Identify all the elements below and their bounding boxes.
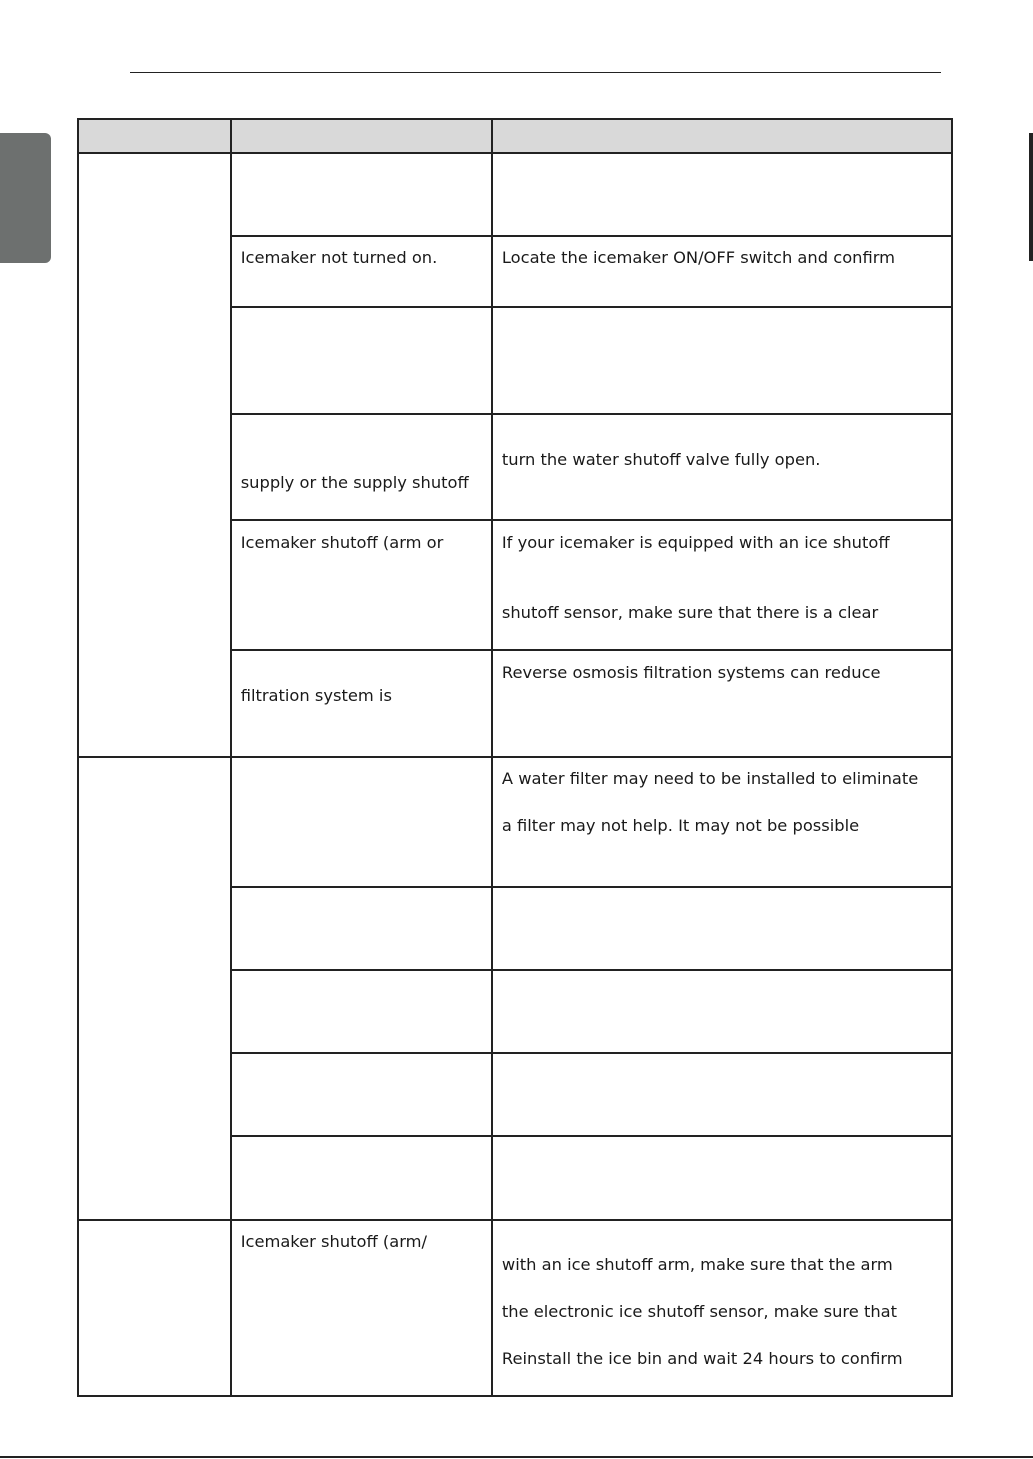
cause-cell <box>231 970 492 1053</box>
cause-cell <box>231 757 492 887</box>
table-header-row <box>78 119 952 153</box>
cause-text: Icemaker not turned on. <box>240 248 438 267</box>
table-row <box>78 757 952 887</box>
solution-text: the electronic ice shutoff sensor, make sure that <box>501 1302 898 1321</box>
header-cell-problem <box>78 119 231 153</box>
cause-cell <box>231 1220 492 1396</box>
solution-cell <box>492 970 952 1053</box>
solution-cell <box>492 757 952 887</box>
solution-cell <box>492 307 952 414</box>
cause-text: filtration system is <box>240 686 392 705</box>
solution-cell <box>492 1220 952 1396</box>
cause-cell <box>231 153 492 236</box>
cause-cell <box>231 414 492 520</box>
cause-text: Icemaker shutoff (arm/ <box>240 1232 427 1251</box>
solution-cell <box>492 1053 952 1136</box>
header-cell-cause <box>231 119 492 153</box>
solution-text: with an ice shutoff arm, make sure that the arm <box>501 1255 893 1274</box>
solution-text: turn the water shutoff valve fully open. <box>501 450 821 469</box>
solution-text: Locate the icemaker ON/OFF switch and confirm <box>501 248 895 267</box>
cause-cell <box>231 1053 492 1136</box>
header-rule <box>130 72 941 73</box>
cause-cell <box>231 307 492 414</box>
solution-text: If your icemaker is equipped with an ice shutoff <box>501 533 890 552</box>
table-row <box>78 153 952 236</box>
solution-cell <box>492 520 952 650</box>
margin-marker <box>1029 133 1033 261</box>
solution-cell <box>492 887 952 970</box>
footer-rule <box>0 1456 1033 1458</box>
cause-cell <box>231 887 492 970</box>
problem-cell <box>78 1220 231 1396</box>
solution-cell <box>492 153 952 236</box>
cause-text: supply or the supply shutoff <box>240 473 469 492</box>
troubleshooting-table <box>77 118 953 1397</box>
cause-cell <box>231 1136 492 1220</box>
solution-text: a filter may not help. It may not be possible <box>501 816 860 835</box>
solution-text: Reverse osmosis filtration systems can reduce <box>501 663 881 682</box>
cause-cell <box>231 650 492 757</box>
solution-cell <box>492 1136 952 1220</box>
header-cell-solution <box>492 119 952 153</box>
chapter-tab <box>0 133 51 263</box>
solution-text: shutoff sensor, make sure that there is a clear <box>501 603 879 622</box>
problem-cell <box>78 757 231 1220</box>
solution-text: A water filter may need to be installed to eliminate <box>501 769 919 788</box>
solution-cell <box>492 650 952 757</box>
problem-cell <box>78 153 231 757</box>
table-row <box>78 1220 952 1396</box>
cause-text: Icemaker shutoff (arm or <box>240 533 444 552</box>
cause-cell <box>231 520 492 650</box>
solution-cell <box>492 414 952 520</box>
solution-text: Reinstall the ice bin and wait 24 hours to confirm <box>501 1349 903 1368</box>
cause-cell <box>231 236 492 307</box>
solution-cell <box>492 236 952 307</box>
